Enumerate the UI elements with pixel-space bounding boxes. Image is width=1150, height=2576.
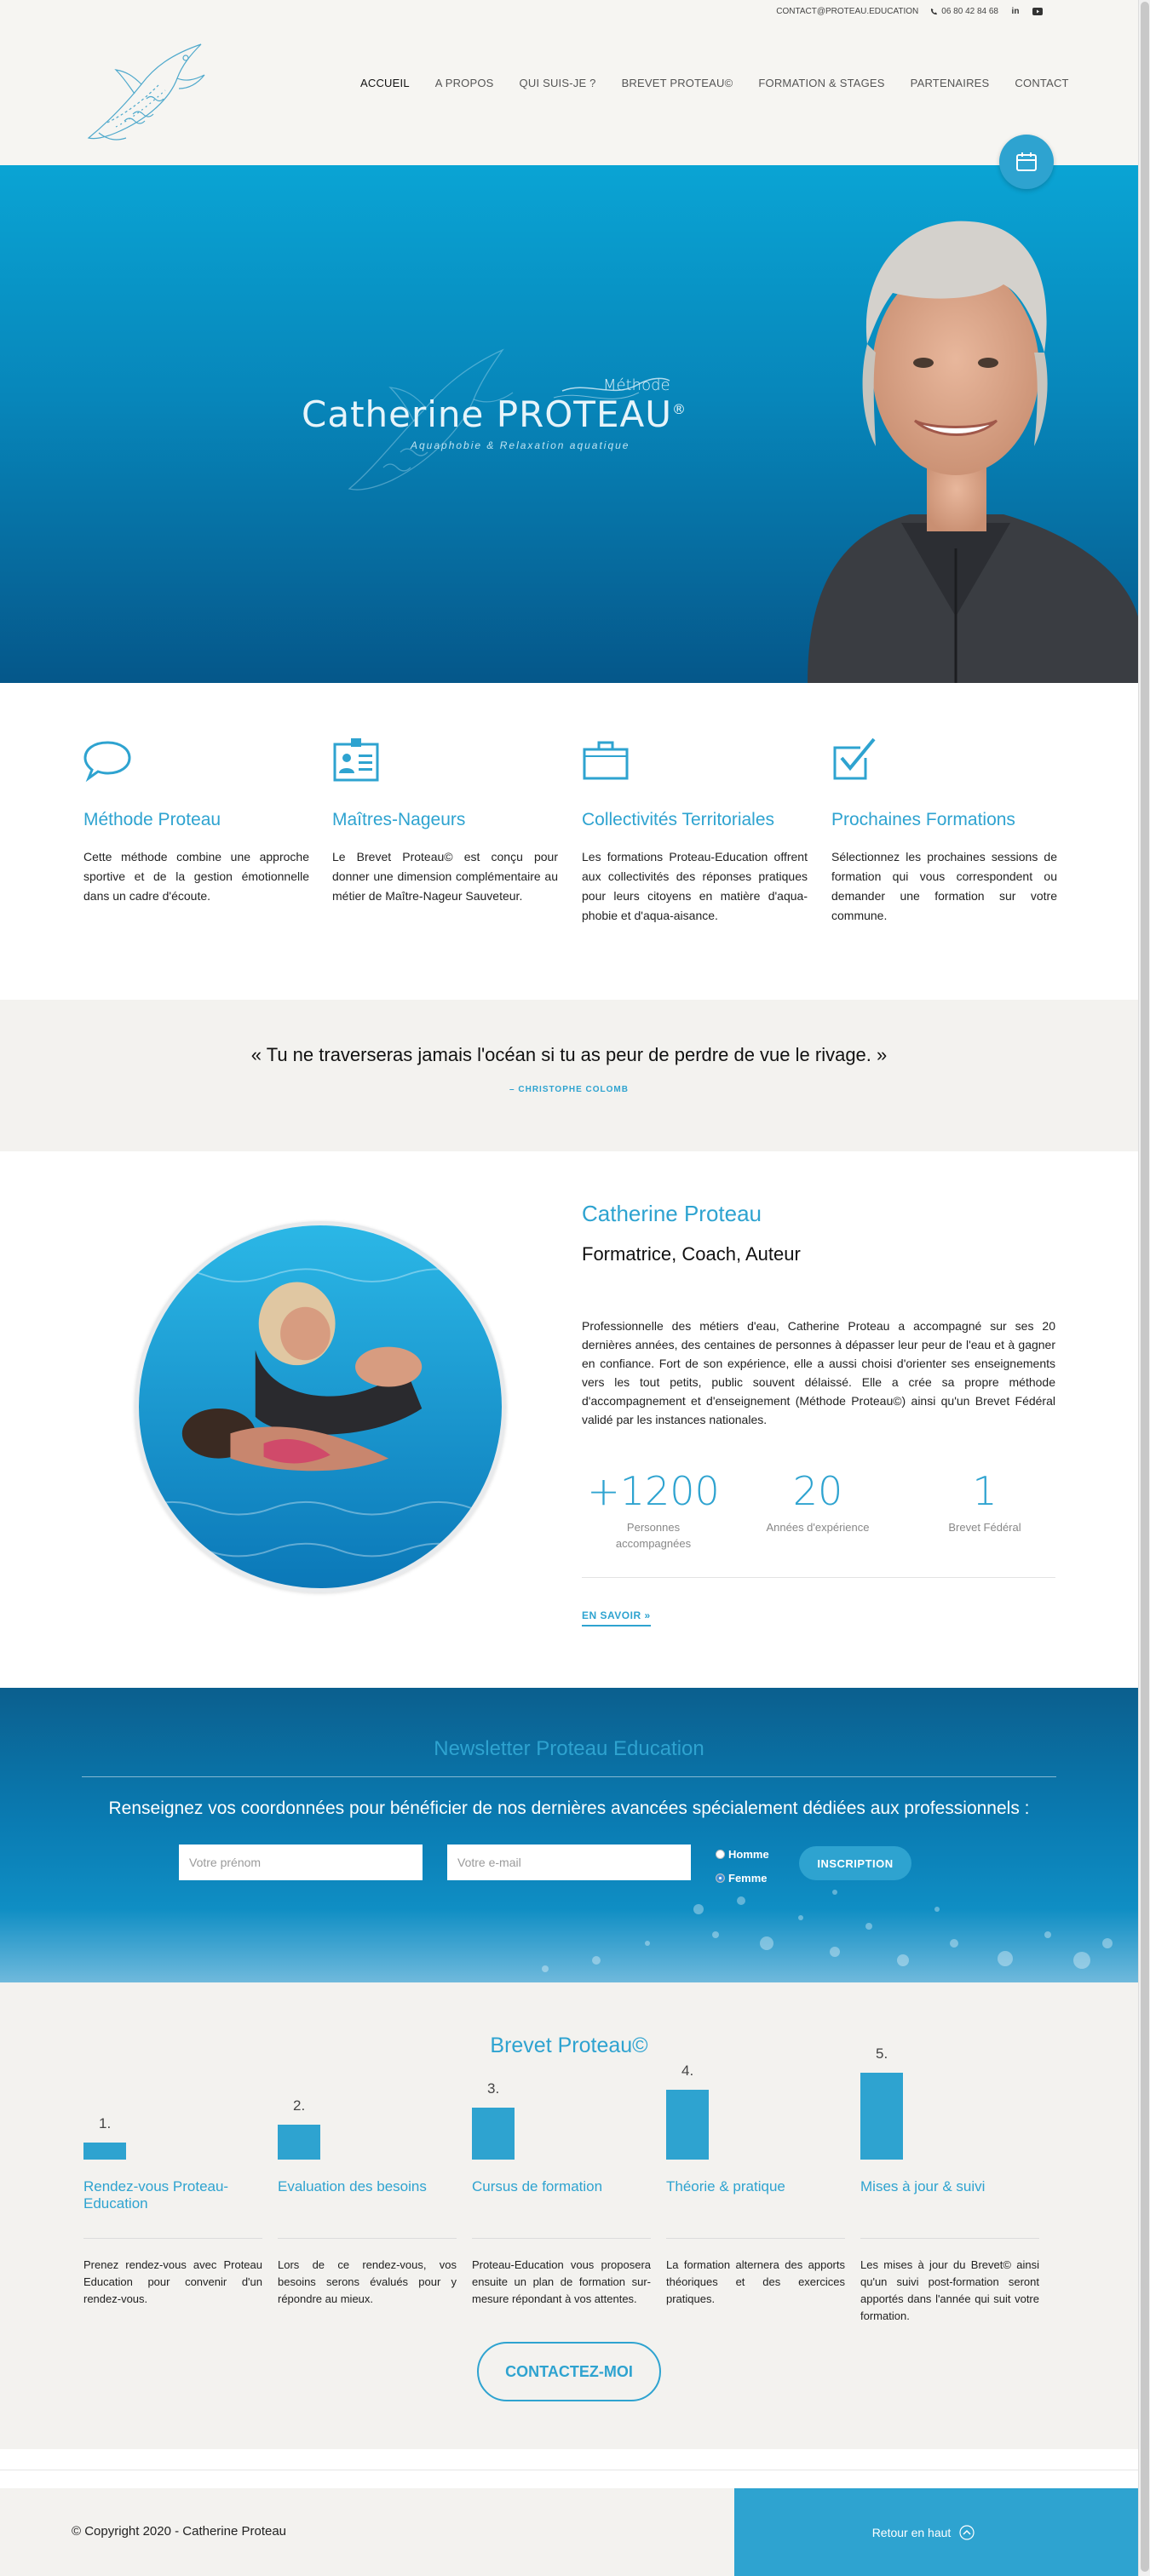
step-progress-bar (472, 2108, 515, 2160)
scrollbar[interactable] (1138, 0, 1150, 2576)
feature-prochaines-formations[interactable] (831, 736, 1057, 926)
portrait-photo (773, 174, 1138, 683)
newsletter-description: Renseignez vos coordonnées pour bénéficier de nos dernières avancées spécialement dédiées aux professionnels : (108, 1799, 1030, 1818)
contact-button[interactable]: CONTACTEZ-MOI (477, 2342, 661, 2401)
quote-section (0, 1000, 1138, 1151)
feature-title: Méthode Proteau (83, 810, 221, 829)
quote-text: « Tu ne traverseras jamais l'océan si tu as peur de perdre de vue le rivage. » (250, 1044, 888, 1065)
stat-label: Années d'expérience (766, 1521, 870, 1534)
step-title: Cursus de formation (472, 2178, 603, 2194)
feature-collectivites[interactable] (582, 736, 808, 926)
stat-value: +1200 (587, 1468, 720, 1514)
id-badge-icon (332, 736, 380, 783)
step-text: Proteau-Education vous proposera ensuite un plan de formation sur-mesure répondant à vos attentes. (472, 2258, 651, 2305)
divider (472, 2238, 651, 2239)
divider (83, 2238, 262, 2239)
hero-banner (0, 165, 1138, 683)
hero-tagline: Aquaphobie & Relaxation aquatique (411, 439, 630, 451)
calendar-button[interactable] (999, 135, 1054, 189)
hero-method-label: Méthode (603, 376, 670, 394)
brevet-step (860, 1982, 1039, 2449)
youtube-icon[interactable] (1032, 6, 1043, 16)
feature-text: Sélectionnez les prochaines sessions de formation qui vous correspondent ou demander une formation sur votre commune. (831, 850, 1057, 922)
calendar-icon (1015, 152, 1038, 172)
newsletter-section (0, 1688, 1138, 1982)
step-text: La formation alternera des apports théoriques et des exercices pratiques. (666, 2258, 845, 2305)
brevet-step (666, 1982, 845, 2449)
swimming-photo (135, 1221, 506, 1592)
step-progress-bar (666, 2090, 709, 2160)
contact-email-link[interactable]: CONTACT@PROTEAU.EDUCATION (776, 6, 919, 16)
feature-methode[interactable] (83, 736, 309, 906)
radio-dot[interactable] (716, 1873, 725, 1883)
stat-personnes (577, 1468, 730, 1552)
phone-link[interactable] (930, 7, 998, 16)
brevet-step (83, 1982, 262, 2449)
phone-icon (930, 8, 938, 15)
stat-label: Personnes accompagnées (615, 1521, 692, 1550)
feature-text: Le Brevet Proteau© est conçu pour donner une dimension complémentaire au métier de Maître-Nageur Sauveteur. (332, 850, 558, 903)
bubbles-background (0, 1688, 1138, 1982)
nav-item-contact[interactable]: CONTACT (1015, 77, 1069, 89)
stat-annees (741, 1468, 894, 1535)
scrollbar-thumb[interactable] (1141, 2, 1149, 2572)
subscribe-button[interactable]: INSCRIPTION (799, 1846, 911, 1880)
phone-number: 06 80 42 84 68 (941, 6, 998, 16)
brevet-title: Brevet Proteau© (490, 2034, 648, 2057)
feature-title: Maîtres-Nageurs (332, 810, 466, 829)
feature-text: Les formations Proteau-Education offrent aux collectivités des réponses pratiques pour leurs citoyens en matière d'aqua-phobie et d'aqua-aisance. (582, 850, 808, 922)
copyright-text: © Copyright 2020 - Catherine Proteau (72, 2524, 287, 2539)
divider (278, 2238, 457, 2239)
main-nav (348, 77, 1082, 89)
hero-brand-name: Catherine PROTEAU® (302, 393, 687, 435)
back-to-top-label: Retour en haut (871, 2525, 952, 2539)
nav-item-accueil[interactable]: ACCUEIL (360, 77, 410, 89)
divider (860, 2238, 1039, 2239)
checkbox-icon (831, 736, 879, 783)
footer-spacer (0, 2449, 1138, 2488)
divider (582, 1577, 1055, 1578)
radio-dot[interactable] (716, 1850, 725, 1859)
step-text: Prenez rendez-vous avec Proteau Education pour convenir d'un rendez-vous. (83, 2258, 262, 2305)
feature-text: Cette méthode combine une approche sportive et de la gestion émotionnelle dans un cadre d'écoute. (83, 850, 309, 903)
step-title: Rendez-vous Proteau-Education (83, 2178, 229, 2212)
feature-title: Prochaines Formations (831, 810, 1015, 829)
stat-value: 1 (972, 1468, 998, 1514)
step-number: 3. (487, 2080, 500, 2097)
nav-item-formation-stages[interactable]: FORMATION & STAGES (758, 77, 885, 89)
features-section (0, 683, 1138, 1000)
nav-item-partenaires[interactable]: PARTENAIRES (910, 77, 990, 89)
site-header (0, 22, 1138, 165)
stat-value: 20 (792, 1468, 843, 1514)
brevet-step (278, 1982, 457, 2449)
step-number: 2. (293, 2097, 306, 2114)
fish-logo-icon[interactable] (82, 37, 210, 143)
step-text: Lors de ce rendez-vous, vos besoins serons évalués pour y répondre au mieux. (278, 2258, 457, 2305)
stat-brevet (908, 1468, 1061, 1535)
about-more-link[interactable]: EN SAVOIR » (582, 1609, 651, 1626)
step-title: Théorie & pratique (666, 2178, 785, 2194)
divider (666, 2238, 845, 2239)
feature-maitres-nageurs[interactable] (332, 736, 558, 906)
step-number: 5. (876, 2045, 888, 2062)
nav-item-brevet-proteau[interactable]: BREVET PROTEAU© (621, 77, 733, 89)
step-progress-bar (860, 2073, 903, 2160)
chevron-up-icon (959, 2525, 975, 2540)
step-progress-bar (83, 2143, 126, 2160)
about-subtitle: Formatrice, Coach, Auteur (582, 1243, 801, 1265)
quote-author: – CHRISTOPHE COLOMB (509, 1085, 629, 1094)
step-title: Evaluation des besoins (278, 2178, 427, 2194)
firstname-input[interactable] (179, 1845, 423, 1880)
step-number: 4. (681, 2063, 694, 2079)
step-number: 1. (99, 2115, 112, 2131)
about-section (0, 1151, 1138, 1688)
about-text: Professionnelle des métiers d'eau, Catherine Proteau a accompagné sur ses 20 dernières années, des centaines de personnes à dépasser leur peur de l'eau et à gagner en confiance. Fort de son expérience, elle a aussi choisi d'orienter ses enseignements vers les tout petits, public souvent délaissé. Elle a crée sa propre méthode d'accompagnement et d'enseignement (Méthode Proteau©) ainsi qu'un Brevet Fédéral validé par les instances nationales. (582, 1319, 1055, 1426)
briefcase-icon (582, 736, 630, 783)
step-title: Mises à jour & suivi (860, 2178, 986, 2194)
newsletter-title: Newsletter Proteau Education (434, 1737, 704, 1760)
speech-bubble-icon (83, 736, 131, 783)
back-to-top-button[interactable] (734, 2488, 1138, 2576)
step-text: Les mises à jour du Brevet© ainsi qu'un suivi post-formation seront apportés dans l'année qui suit votre formation. (860, 2258, 1039, 2322)
about-title: Catherine Proteau (582, 1201, 762, 1226)
site-footer (0, 2488, 1138, 2576)
nav-item-qui-suis-je[interactable]: QUI SUIS-JE ? (519, 77, 596, 89)
feature-title: Collectivités Territoriales (582, 810, 775, 829)
gender-radio-male[interactable]: Homme (716, 1848, 769, 1861)
email-input[interactable] (447, 1845, 691, 1880)
step-progress-bar (278, 2125, 320, 2160)
divider (82, 1776, 1056, 1777)
stat-label: Brevet Fédéral (948, 1521, 1021, 1534)
linkedin-icon[interactable]: in (1011, 6, 1020, 16)
gender-radio-female[interactable]: Femme (716, 1872, 768, 1885)
top-bar (0, 0, 1138, 22)
nav-item-a-propos[interactable]: A PROPOS (434, 77, 494, 89)
